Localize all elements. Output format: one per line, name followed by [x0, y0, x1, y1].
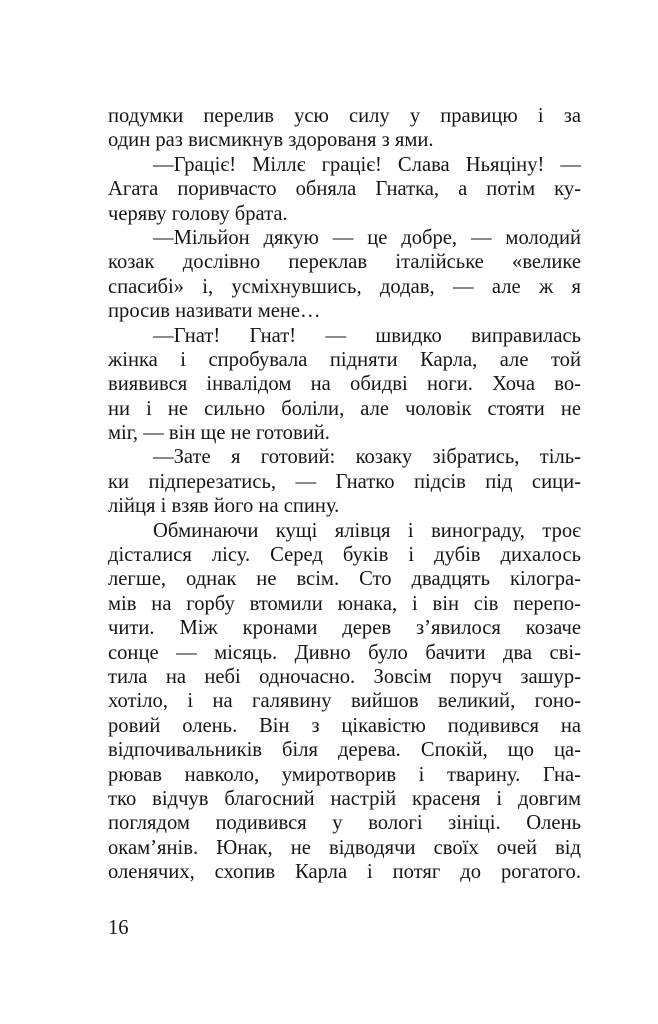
- text-line: ровий олень. Він з цікавістю подивився на: [108, 714, 581, 737]
- text-line: Обминаючи кущі ялівця і винограду, троє: [153, 519, 581, 542]
- text-line: відпочивальників біля дерева. Спокій, що ца-: [108, 739, 581, 762]
- text-line: —Мільйон дякую — це добре, — молодий: [153, 226, 581, 249]
- text-line: лійця і взяв його на спину.: [108, 495, 340, 518]
- page-number: 16: [108, 917, 129, 939]
- text-line: тила на небі одночасно. Зовсім поруч зашур-: [108, 665, 581, 688]
- text-line: сонце — місяць. Дивно було бачити два сві-: [108, 641, 581, 664]
- body-text: [108, 104, 581, 885]
- text-line: козак дослівно переклав італійське «велике: [108, 251, 581, 274]
- text-line: дісталися лісу. Серед буків і дубів дихалось: [108, 544, 581, 567]
- text-line: чити. Між кронами дерев з’явилося козаче: [108, 617, 581, 640]
- text-line: виявився інвалідом на обидві ноги. Хоча во-: [108, 373, 581, 396]
- text-line: рював навколо, умиротворив і тварину. Гна-: [108, 763, 581, 786]
- text-line: Агата поривчасто обняла Гнатка, а потім ку-: [108, 178, 581, 201]
- text-line: ки підперезатись, — Гнатко підсів під сици-: [108, 470, 581, 493]
- text-line: подумки перелив усю силу у правицю і за: [108, 105, 581, 127]
- text-line: ни і не сильно боліли, але чоловік стояти не: [108, 397, 581, 420]
- text-line: оленячих, схопив Карла і потяг до рогатого.: [108, 861, 581, 884]
- text-line: міг, — він ще не готовий.: [108, 422, 330, 445]
- text-line: мів на горбу втомили юнака, і він сів перепо-: [108, 592, 581, 615]
- text-line: —Гнат! Гнат! — швидко виправилась: [153, 324, 581, 347]
- text-line: поглядом подивився у вологі зініці. Олень: [108, 812, 581, 835]
- text-line: тко відчув благосний настрій красеня і довгим: [108, 787, 581, 810]
- text-line: просив називати мене…: [108, 300, 321, 323]
- text-line: жінка і спробувала підняти Карла, але той: [108, 348, 581, 371]
- text-line: окам’янів. Юнак, не відводячи своїх очей від: [108, 836, 581, 859]
- text-line: спасибі» і, усміхнувшись, додав, — але ж я: [108, 275, 581, 298]
- text-line: один раз висмикнув здорованя з ями.: [108, 129, 434, 152]
- text-line: черяву голову брата.: [108, 202, 288, 225]
- text-line: хотіло, і на галявину вийшов великий, гоно-: [108, 690, 581, 713]
- text-line: —Зате я готовий: козаку зібратись, тіль-: [153, 446, 581, 469]
- text-line: —Граціє! Міллє граціє! Слава Ньяціну! —: [153, 153, 581, 176]
- text-line: легше, однак не всім. Сто двадцять кілогра-: [108, 568, 581, 591]
